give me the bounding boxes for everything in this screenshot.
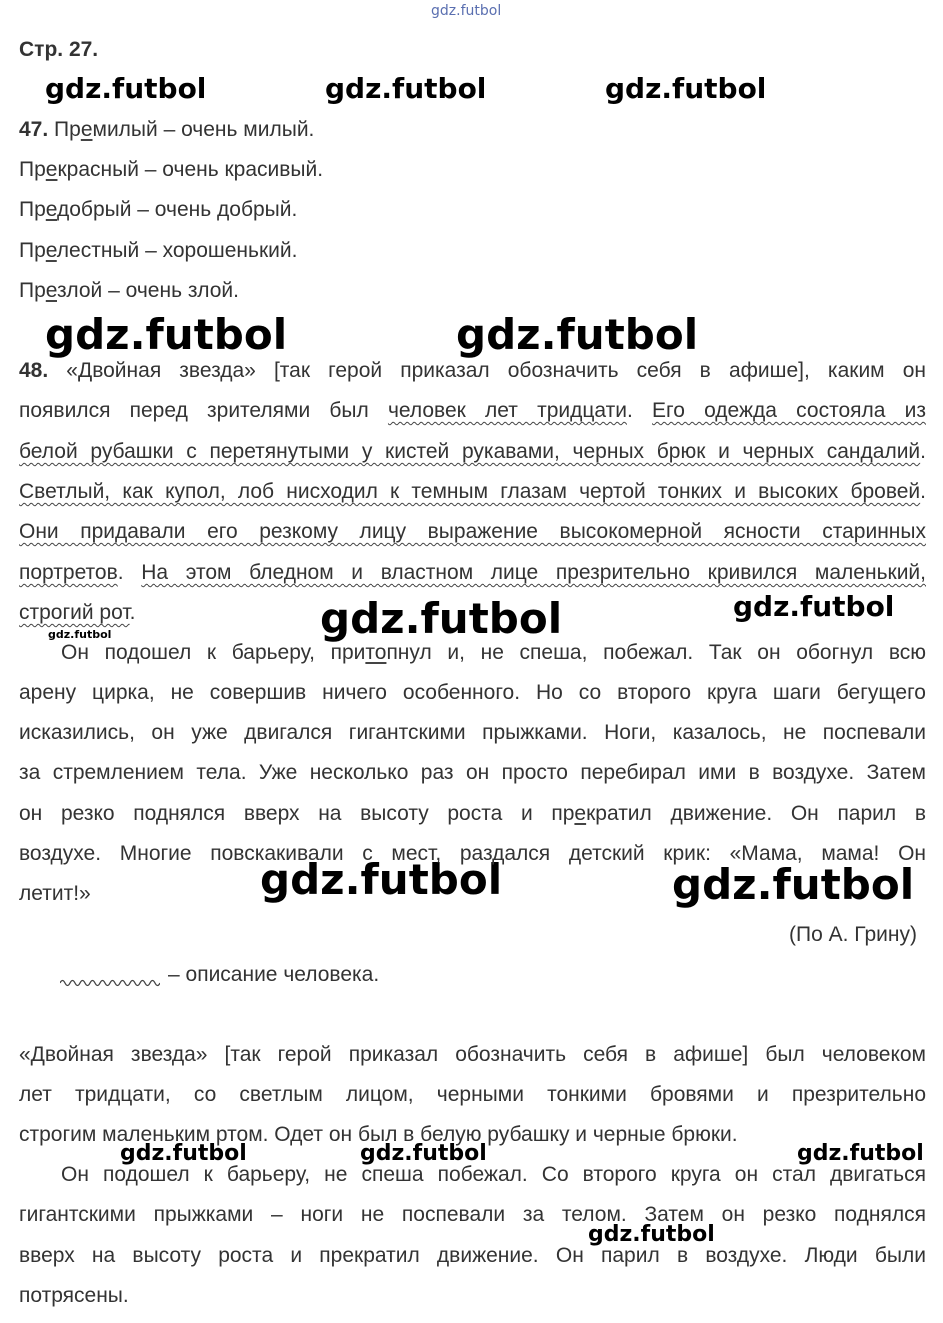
legend-text: – описание человека. <box>168 963 380 986</box>
exercise-number: 48. <box>19 359 49 382</box>
watermark: gdz.futbol <box>260 855 503 904</box>
ex48-line: Светлый, как купол, лоб нисходил к темным глазам чертой тонких и высоких бровей. <box>19 480 926 503</box>
ex48-line: он резко поднялся вверх на высоту роста и прекратил движение. Он парил в <box>19 802 926 825</box>
ex47-line: Предобрый – очень добрый. <box>19 198 298 221</box>
ex48-line: воздухе. Многие повскакивали с мест, раздался детский крик: «Мама, мама! Он <box>19 842 926 865</box>
watermark: gdz.futbol <box>605 72 767 105</box>
watermark: gdz.futbol <box>733 590 895 623</box>
ex48-line: за стремлением тела. Уже несколько раз он просто перебирал ими в воздухе. Затем <box>19 761 926 784</box>
ex47-line: Прелестный – хорошенький. <box>19 239 298 262</box>
source-attribution: (По А. Грину) <box>789 923 917 946</box>
watermark-top: gdz.futbol <box>431 3 502 19</box>
summary-line: строгим маленьким ртом. Одет он был в белую рубашку и черные брюки. <box>19 1123 738 1146</box>
ex47-line: 47. Премилый – очень милый. <box>19 118 315 141</box>
watermark: gdz.futbol <box>797 1141 924 1166</box>
summary-line: Он подошел к барьеру, не спеша побежал. Со второго круга он стал двигаться <box>61 1163 926 1186</box>
watermark: gdz.futbol <box>325 72 487 105</box>
ex47-line: Презлой – очень злой. <box>19 279 239 302</box>
watermark: gdz.futbol <box>456 310 699 359</box>
page-reference: Стр. 27. <box>19 38 99 61</box>
ex47-line: Прекрасный – очень красивый. <box>19 158 324 181</box>
wavy-underline-sample <box>60 978 160 988</box>
watermark: gdz.futbol <box>672 860 915 909</box>
summary-line: потрясены. <box>19 1284 129 1307</box>
ex48-line: арену цирка, не совершив ничего особенного. Но со второго круга шаги бегущего <box>19 681 926 704</box>
exercise-number: 47. <box>19 118 49 141</box>
summary-line: «Двойная звезда» [так герой приказал обозначить себя в афише] был человеком <box>19 1043 926 1066</box>
ex48-line: белой рубашки с перетянутыми у кистей рукавами, черных брюк и черных сандалий. <box>19 440 926 463</box>
watermark-small: gdz.futbol <box>48 628 112 641</box>
ex48-line: 48. «Двойная звезда» [так герой приказал обозначить себя в афише], каким он <box>19 359 926 382</box>
summary-line: гигантскими прыжками – ноги не поспевали за телом. Затем он резко поднялся <box>19 1203 926 1226</box>
ex48-line: строгий рот. <box>19 601 136 624</box>
ex48-line: Они придавали его резкому лицу выражение высокомерной ясности старинных <box>19 520 926 543</box>
ex48-line: портретов. На этом бледном и властном лице презрительно кривился маленький, <box>19 561 926 584</box>
summary-line: лет тридцати, со светлым лицом, черными тонкими бровями и презрительно <box>19 1083 926 1106</box>
watermark: gdz.futbol <box>45 72 207 105</box>
watermark: gdz.futbol <box>360 1141 487 1166</box>
watermark: gdz.futbol <box>45 310 288 359</box>
summary-line: вверх на высоту роста и прекратил движение. Он парил в воздухе. Люди были <box>19 1244 926 1267</box>
ex48-line: летит!» <box>19 882 91 905</box>
watermark: gdz.futbol <box>120 1141 247 1166</box>
ex48-line: появился перед зрителями был человек лет тридцати. Его одежда состояла из <box>19 399 926 422</box>
watermark: gdz.futbol <box>588 1222 715 1247</box>
ex48-line: исказились, он уже двигался гигантскими прыжками. Ноги, казалось, не поспевали <box>19 721 926 744</box>
ex48-line: Он подошел к барьеру, притопнул и, не спеша, побежал. Так он обогнул всю <box>61 641 926 664</box>
watermark: gdz.futbol <box>320 594 563 643</box>
